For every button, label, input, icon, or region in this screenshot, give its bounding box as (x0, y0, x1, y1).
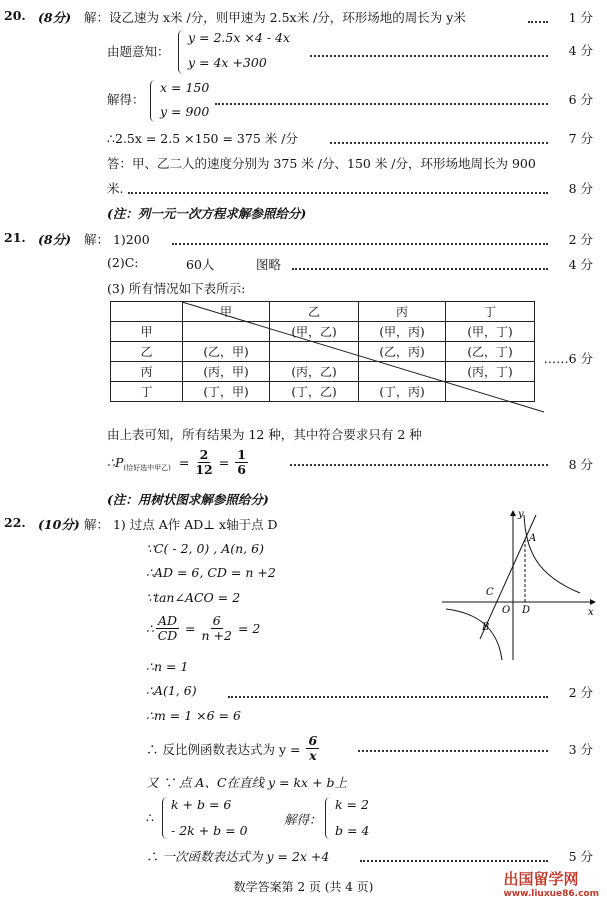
q22-score-2: 3 分 (568, 742, 593, 757)
leader-dots (128, 192, 548, 194)
q20-eq2: y = 4x +300 (188, 55, 267, 70)
leader-dots (330, 142, 548, 144)
q21-part2-a: (2)C: (107, 255, 139, 270)
fraction (195, 448, 212, 478)
equals: = (218, 455, 230, 471)
table-cell: (甲，丙) (359, 322, 446, 342)
brace (162, 797, 169, 839)
numerator: AD (157, 613, 178, 628)
denominator: 12 (195, 462, 213, 478)
table-header: 丙 (359, 302, 446, 322)
x-axis-label: x (588, 607, 594, 618)
q22-system-eq1: k + b = 6 (171, 797, 232, 812)
q22-line1: 解： 1) 过点 A作 AD⊥ x轴于点 D (84, 517, 278, 532)
table-cell: (甲，丁) (446, 322, 535, 342)
q22-score-3: 5 分 (568, 849, 593, 864)
equals: = (185, 621, 196, 637)
q22-system-therefore: ∴ (146, 810, 154, 825)
brace (325, 797, 332, 839)
q22-line5 (146, 614, 260, 644)
y-axis-label: y (518, 509, 524, 520)
q22-sol-k: k = 2 (335, 797, 369, 812)
q22-system-sol-label: 解得： (284, 812, 322, 827)
q22-system-eq2: - 2k + b = 0 (171, 823, 248, 838)
q21-score-2: 4 分 (568, 257, 593, 272)
denominator: x (309, 748, 317, 764)
table-cell: (甲，乙) (270, 322, 359, 342)
table-header: 丁 (446, 302, 535, 322)
q21-number: 21. (4, 230, 26, 245)
brace (178, 30, 185, 74)
therefore: ∴ (146, 621, 154, 637)
table-row-header: 乙 (111, 342, 183, 362)
q21-probability (107, 448, 250, 478)
q20-eq1: y = 2.5x ×4 - 4x (188, 30, 290, 45)
q21-part2-c: 图略 (256, 257, 282, 272)
point-b-label: B (482, 622, 490, 633)
prob-symbol: ∴P (107, 455, 124, 471)
table-cell: (丙，丁) (446, 362, 535, 382)
point-c-label: C (486, 587, 494, 598)
q21-result: 由上表可知，所有结果为 12 种，其中符合要求只有 2 种 (107, 427, 422, 442)
page-footer: 数学答案第 2 页 (共 4 页) (233, 880, 374, 894)
leader-dots (360, 860, 548, 862)
leader-dots (290, 464, 548, 466)
q20-answer-line2: 米. (107, 181, 124, 196)
fraction (306, 734, 319, 764)
leader-dots (358, 750, 548, 752)
q20-intro: 解：设乙速为 x米 /分，则甲速为 2.5x米 /分，环形场地的周长为 y米 (84, 10, 466, 25)
table-cell: (丙，乙) (270, 362, 359, 382)
q22-line3: ∴AD = 6, CD = n +2 (146, 565, 276, 580)
q20-number: 20. (4, 8, 26, 23)
hyperbola-upper (524, 515, 580, 593)
q20-answer-line1: 答：甲、乙二人的速度分别为 375 米 /分、150 米 /分，环形场地周长为 900 (107, 156, 536, 171)
leader-dots (292, 268, 548, 270)
numerator: 2 (199, 447, 209, 462)
q20-sol1: x = 150 (160, 80, 210, 95)
hyperbola-lower (446, 609, 502, 660)
result: = 2 (237, 621, 261, 637)
q22-points: (10分) (38, 517, 80, 532)
q20-sol2: y = 900 (160, 104, 210, 119)
table-header: 甲 (183, 302, 270, 322)
q21-part3: (3) 所有情况如下表所示: (107, 281, 246, 296)
inverse-expression: ∴ 反比例函数表达式为 y = (146, 741, 301, 757)
table-cell: (乙，丙) (359, 342, 446, 362)
table-diagonal (110, 301, 545, 413)
q20-sol-label: 解得： (107, 92, 145, 107)
q20-points: (8分) (38, 10, 72, 25)
q20-score-4: 7 分 (568, 131, 593, 146)
q22-line7: ∴A(1, 6) (146, 683, 197, 698)
table-cell: (丁，乙) (270, 382, 359, 402)
numerator: 6 (212, 613, 221, 628)
equals: = (178, 455, 190, 471)
q20-eq-label: 由题意知： (107, 44, 170, 59)
watermark-title: 出国留学网 (503, 870, 579, 888)
q22-number: 22. (4, 515, 26, 530)
leader-dots (310, 55, 548, 57)
q22-line6: ∴n = 1 (146, 659, 189, 674)
q22-score-1: 2 分 (568, 685, 593, 700)
table-row-header: 丙 (111, 362, 183, 382)
q22-line11: ∴ 一次函数表达式为 y = 2x +4 (146, 849, 330, 864)
q21-part1: 解： 1)200 (84, 232, 150, 247)
denominator: 6 (237, 462, 246, 478)
fraction (156, 614, 179, 644)
numerator: 6 (308, 733, 318, 748)
watermark-logo (503, 868, 599, 899)
leader-dots (528, 21, 548, 23)
origin-label: O (502, 605, 511, 616)
q22-line9 (146, 734, 321, 764)
q22-line4: ∵tan∠ACO = 2 (146, 590, 241, 605)
q20-note: (注：列一元一次方程求解参照给分) (107, 206, 307, 221)
point-a-label: A (529, 533, 537, 544)
table-cell: (丁，甲) (183, 382, 270, 402)
q20-score-1: 1 分 (568, 10, 593, 25)
q21-note: (注：用树状图求解参照给分) (107, 492, 269, 507)
q22-sol-b: b = 4 (335, 823, 370, 838)
q21-score-3: 8 分 (568, 457, 593, 472)
q20-calc: ∴2.5x = 2.5 ×150 = 375 米 /分 (107, 131, 298, 146)
table-cell: (乙，甲) (183, 342, 270, 362)
q22-line8: ∴m = 1 ×6 = 6 (146, 708, 241, 723)
point-d-label: D (522, 605, 531, 616)
fraction (202, 614, 232, 644)
q21-part2-b: 60人 (186, 257, 215, 272)
table-cell: (丙，甲) (183, 362, 270, 382)
linear-line (480, 515, 536, 639)
q21-score-1: 2 分 (568, 232, 593, 247)
prob-subscript: (恰好选中甲乙) (123, 463, 171, 472)
table-header: 乙 (270, 302, 359, 322)
fraction (235, 448, 248, 478)
denominator: CD (157, 628, 178, 644)
q20-score-3: 6 分 (568, 92, 593, 107)
function-graph (440, 505, 600, 665)
q22-line10: 又 ∵ 点 A、C在直线 y = kx + b上 (146, 775, 348, 790)
q22-line2: ∵C( - 2, 0) , A(n, 6) (146, 541, 264, 556)
table-row-header: 丁 (111, 382, 183, 402)
q20-score-2: 4 分 (568, 43, 593, 58)
q20-score-5: 8 分 (568, 181, 593, 196)
table-cell: (乙，丁) (446, 342, 535, 362)
leader-dots (228, 696, 548, 698)
numerator: 1 (237, 447, 246, 462)
table-cell: (丁，丙) (359, 382, 446, 402)
brace (150, 80, 157, 122)
q21-table-score: ……6 分 (543, 351, 593, 366)
watermark-url: www.liuxue86.com (503, 889, 599, 899)
q21-points: (8分) (38, 232, 72, 247)
leader-dots (215, 103, 548, 105)
table-row-header: 甲 (111, 322, 183, 342)
leader-dots (172, 243, 548, 245)
denominator: n +2 (201, 628, 232, 644)
